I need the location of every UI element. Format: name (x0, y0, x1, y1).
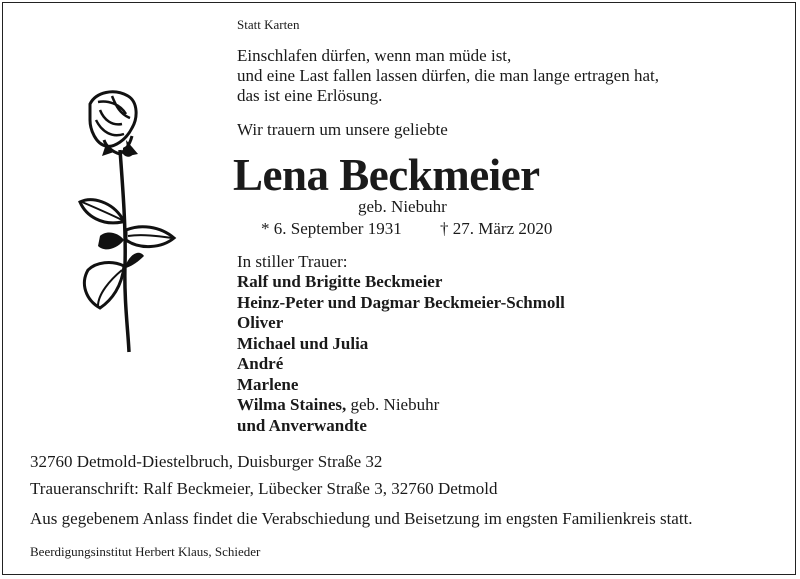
mourner-line: Ralf und Brigitte Beckmeier (237, 272, 443, 291)
mourner-line: Michael und Julia (237, 334, 369, 353)
rose-icon (76, 90, 180, 358)
birth-date: * 6. September 1931 (261, 219, 402, 238)
residence-address: 32760 Detmold-Diestelbruch, Duisburger Straße 32 (30, 452, 383, 471)
funeral-notice: Aus gegebenem Anlass findet die Verabschiedung und Beisetzung im engsten Familienkreis statt. (30, 509, 693, 528)
mourning-address: Traueranschrift: Ralf Beckmeier, Lübecker Straße 3, 32760 Detmold (30, 479, 498, 498)
death-date: † 27. März 2020 (440, 219, 553, 238)
maiden-name: geb. Niebuhr (358, 197, 447, 216)
intro-line: Wir trauern um unsere geliebte (237, 120, 448, 139)
verse-line-2: und eine Last fallen lassen dürfen, die man lange ertragen hat, (237, 66, 659, 85)
deceased-name: Lena Beckmeier (233, 150, 540, 200)
verse-line-1: Einschlafen dürfen, wenn man müde ist, (237, 46, 512, 65)
mourner-line-wilma (237, 395, 439, 416)
statt-karten-label: Statt Karten (237, 17, 300, 32)
mourner-line-last: und Anverwandte (237, 416, 367, 435)
mourner-line: Marlene (237, 375, 299, 394)
mourner-line: Heinz-Peter und Dagmar Beckmeier-Schmoll (237, 293, 565, 312)
mourners-heading: In stiller Trauer: (237, 252, 348, 271)
undertaker-credit: Beerdigungsinstitut Herbert Klaus, Schieder (30, 544, 261, 559)
verse-line-3: das ist eine Erlösung. (237, 86, 383, 105)
mourner-wilma-name: Wilma Staines, (237, 395, 347, 414)
mourner-line: Oliver (237, 313, 284, 332)
mourner-line: André (237, 354, 284, 373)
mourner-wilma-maiden: geb. Niebuhr (346, 395, 440, 414)
